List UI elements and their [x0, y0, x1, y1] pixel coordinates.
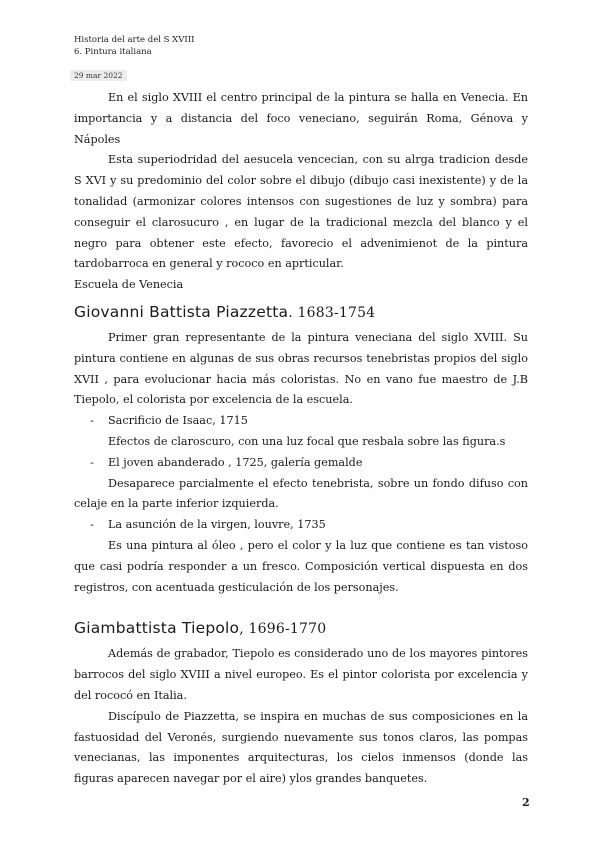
bullet-dash: -: [90, 518, 94, 532]
superiority-paragraph: Esta superiodridad del aesucela vencecian, con su alrga tradicion desde S XVI y su predominio del color sobre el dibujo (dibujo casi inexistente) y de la tonalidad (armonizar colores intensos con sugestiones de luz y sombra) para conseguir el clarosucuro , en lugar de la tradicional mezcla del blanco y el negro para obtener este efecto, favorecio el advenimienot de la pintura tardobarroca en general y rococo en aprticular.: [74, 153, 528, 271]
tiepolo-paragraph-1: Además de grabador, Tiepolo es considerado uno de los mayores pintores barrocos del siglo XVIII a nivel europeo. Es el pintor colorista por excelencia y del rococó en Italia.: [74, 647, 528, 702]
work-title: Sacrificio de Isaac, 1715: [108, 414, 248, 428]
tiepolo-paragraph-2: Discípulo de Piazzetta, se inspira en muchas de sus composiciones en la fastuosidad del Veronés, surgiendo nuevamente sus tonos claros, las pompas venecianas, las imponentes arquitecturas, los cielos inmensos (donde las figuras aparecen navegar por el aire) ylos grandes banquetes.: [74, 709, 528, 786]
tiepolo-name: Giambattista Tiepolo: [74, 619, 240, 638]
header-course-title: Historia del arte del S XVIII: [74, 35, 195, 45]
work-note: Es una pintura al óleo , pero el color y la luz que contiene es tan vistoso que casi podría responder a un fresco. Composición vertical dispuesta en dos registros, con acentuada gesticulación de los personajes.: [74, 538, 528, 594]
work-note: Desaparece parcialmente el efecto tenebrista, sobre un fondo difuso con celaje en la parte inferior izquierda.: [74, 476, 528, 511]
date-stamp: 29 mar 2022: [70, 70, 127, 81]
document-header: [74, 34, 194, 58]
tiepolo-dates: , 1696-1770: [239, 621, 327, 638]
work-title: La asunción de la virgen, louvre, 1735: [108, 518, 326, 532]
section-title-piazzetta: [74, 300, 528, 325]
list-item: [74, 411, 528, 432]
document-body: [74, 88, 528, 790]
section-title-tiepolo: [74, 616, 528, 641]
piazzetta-name: Giovanni Battista Piazzetta: [74, 302, 289, 321]
list-item: [74, 515, 528, 536]
list-item: [74, 453, 528, 474]
bullet-dash: -: [90, 455, 94, 469]
header-chapter-title: 6. Pintura italiana: [74, 47, 152, 57]
subheading-escuela: Escuela de Venecia: [74, 278, 184, 292]
intro-paragraph: En el siglo XVIII el centro principal de la pintura se halla en Venecia. En importancia y a distancia del foco veneciano, seguirán Roma, Génova y Nápoles: [74, 91, 528, 146]
piazzetta-dates: . 1683-1754: [288, 304, 376, 321]
work-note: Efectos de claroscuro, con una luz focal que resbala sobre las figura.s: [108, 434, 506, 448]
page-number: 2: [522, 796, 530, 809]
work-title: El joven abanderado , 1725, galería gemalde: [108, 455, 363, 469]
piazzetta-intro: Primer gran representante de la pintura veneciana del siglo XVIII. Su pintura contiene en algunas de sus obras recursos tenebristas propios del siglo XVII , para evolucionar hacia más coloristas. No en vano fue maestro de J.B Tiepolo, el colorista por excelencia de la escuela.: [74, 330, 528, 407]
bullet-dash: -: [90, 414, 94, 428]
